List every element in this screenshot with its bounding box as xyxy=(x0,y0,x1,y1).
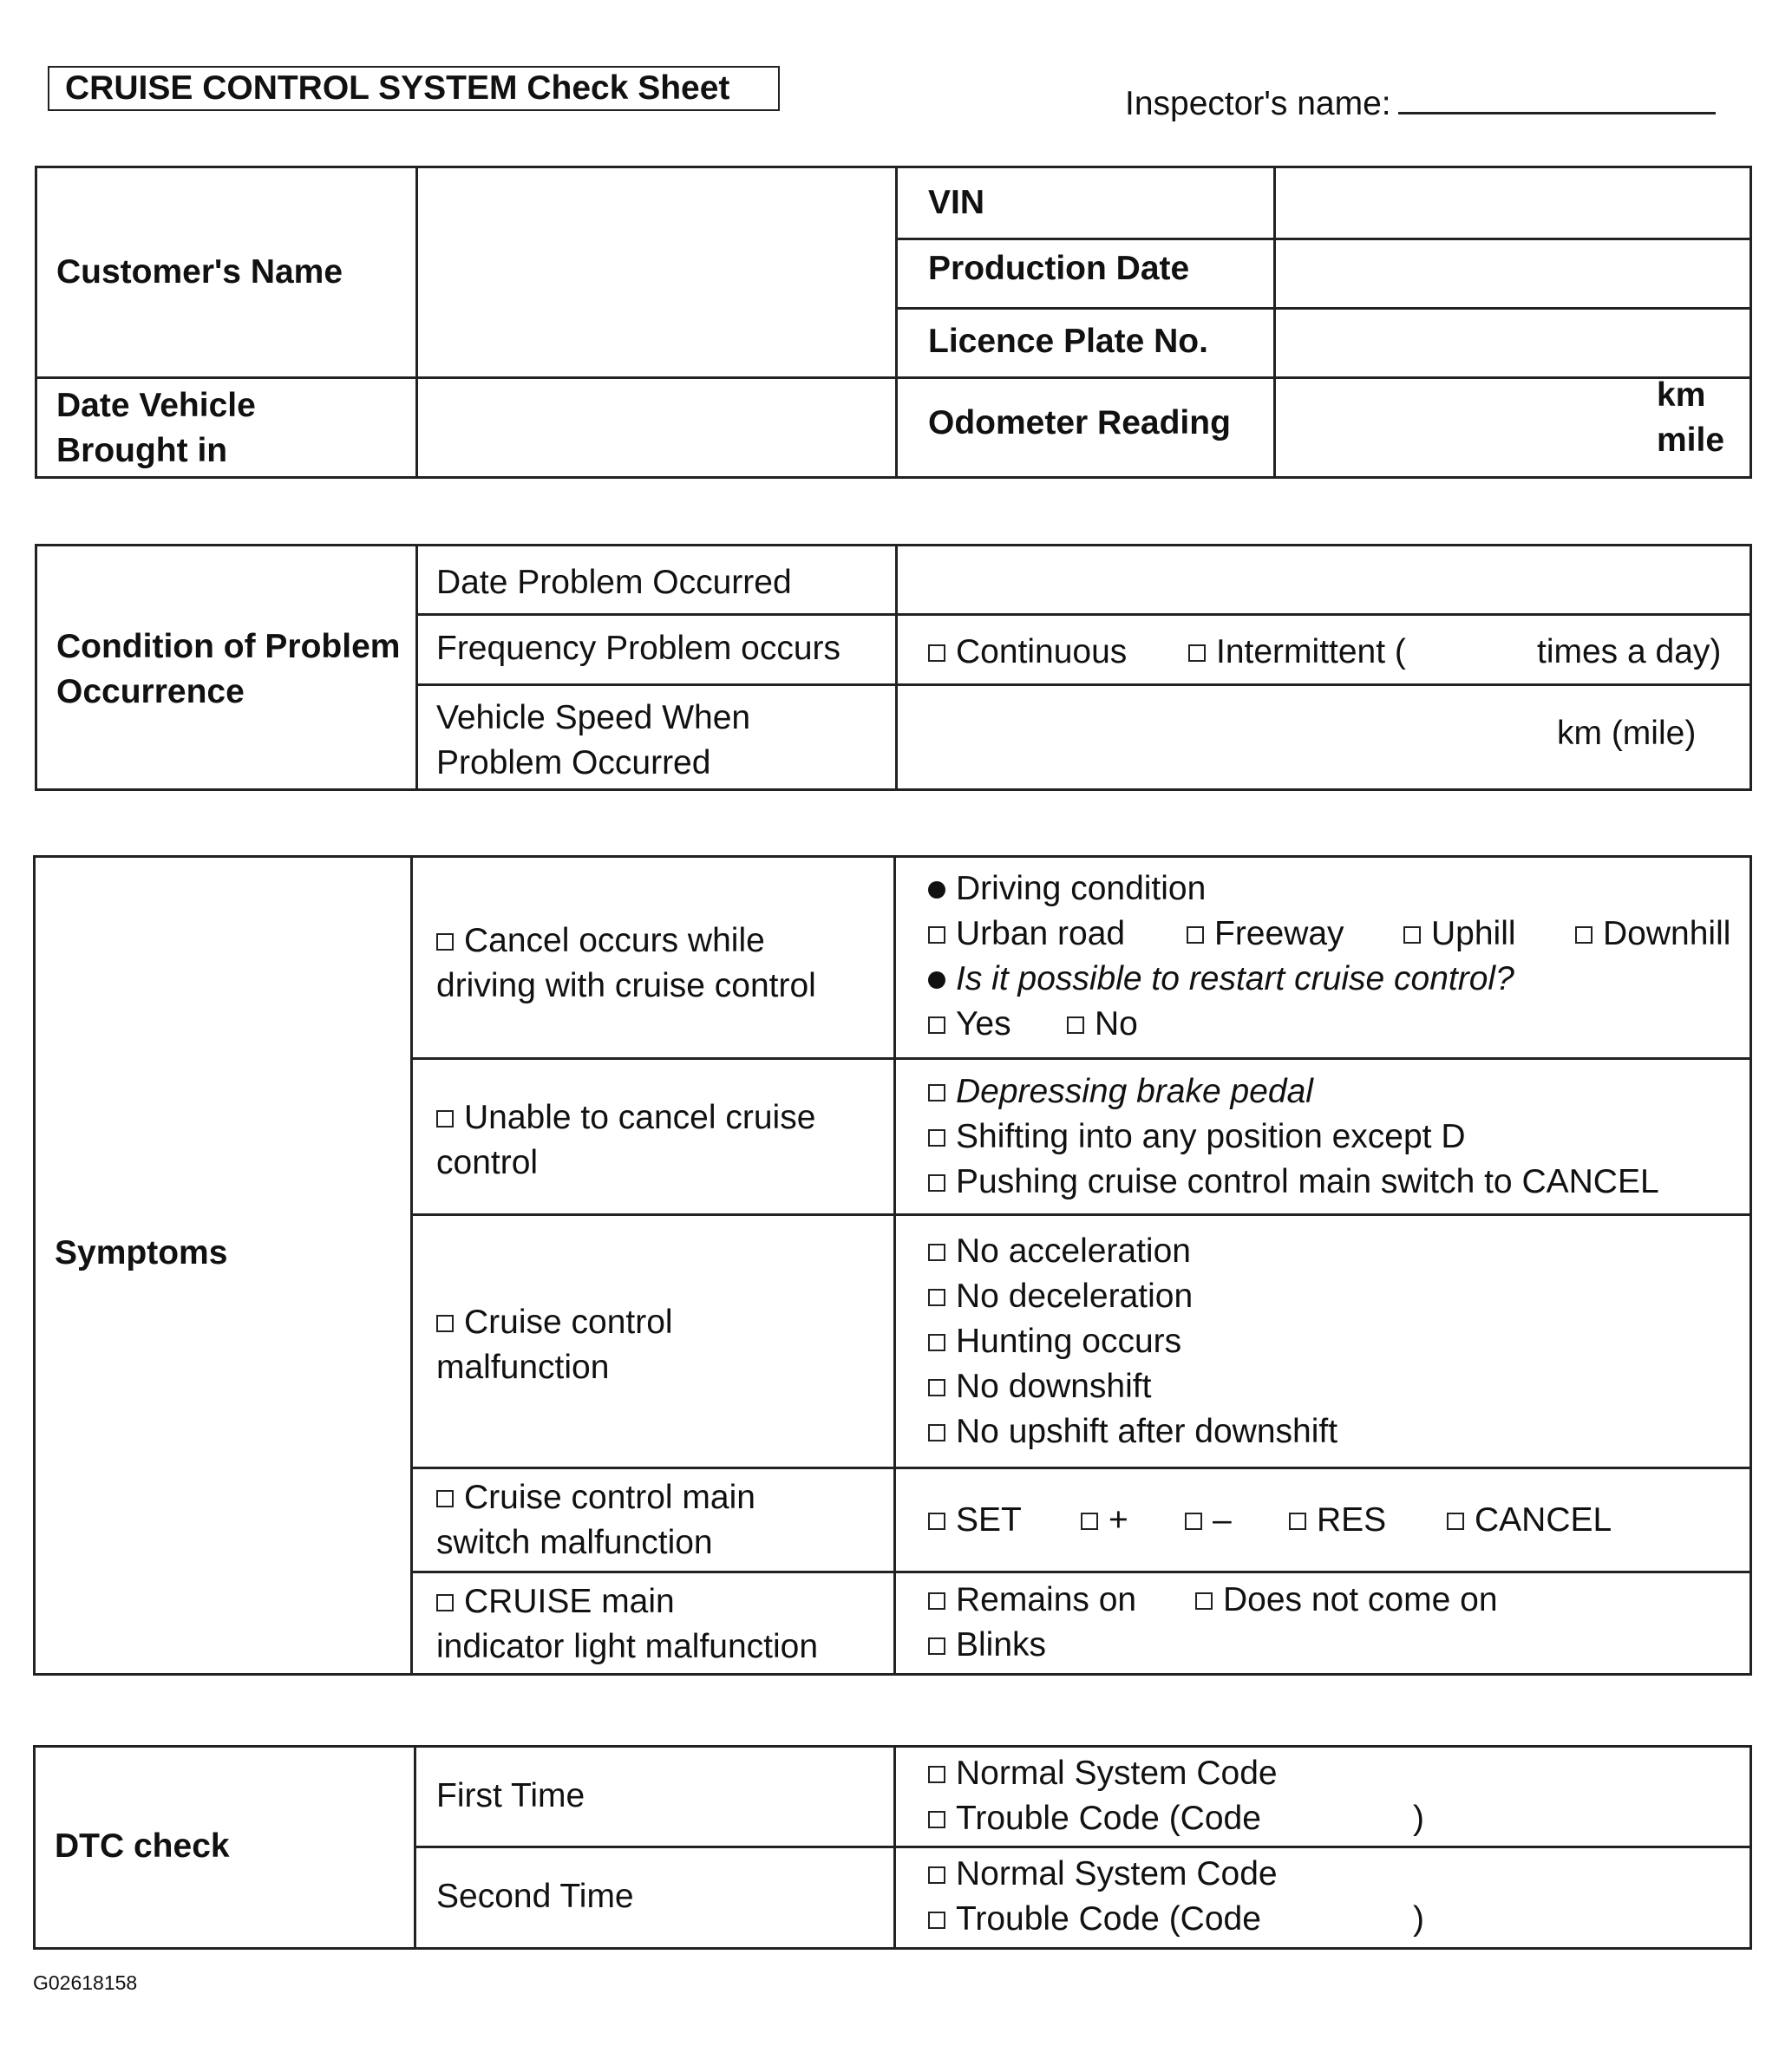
remains-on-option[interactable]: Remains on xyxy=(928,1578,1136,1623)
checkbox-icon[interactable] xyxy=(928,1129,945,1147)
checkbox-icon[interactable] xyxy=(436,1490,454,1507)
checkbox-icon[interactable] xyxy=(1195,1592,1213,1610)
checkbox-icon[interactable] xyxy=(928,1637,945,1655)
checkbox-icon[interactable] xyxy=(1403,926,1421,944)
vin-cell[interactable] xyxy=(1276,168,1752,238)
second-time-label: Second Time xyxy=(436,1878,634,1915)
checkbox-icon[interactable] xyxy=(928,926,945,944)
second-trouble-code-option[interactable]: Trouble Code (Code xyxy=(928,1897,1261,1942)
unable-cancel-option[interactable]: Unable to cancel cruise xyxy=(436,1095,815,1141)
checkbox-icon[interactable] xyxy=(928,1244,945,1261)
checkbox-icon[interactable] xyxy=(1575,926,1593,944)
urban-road-option[interactable]: Urban road xyxy=(928,912,1125,957)
set-option[interactable]: SET xyxy=(928,1498,1022,1543)
checkbox-icon[interactable] xyxy=(436,1315,454,1332)
times-a-day-label: times a day) xyxy=(1537,633,1722,670)
no-option[interactable]: No xyxy=(1067,1002,1138,1047)
freeway-option[interactable]: Freeway xyxy=(1187,912,1344,957)
vehicle-info-table xyxy=(35,166,1752,479)
restart-question: Is it possible to restart cruise control? xyxy=(928,957,1514,1002)
checkbox-icon[interactable] xyxy=(928,1174,945,1192)
checkbox-icon[interactable] xyxy=(1188,644,1206,662)
second-normal-code-option[interactable]: Normal System Code xyxy=(928,1852,1278,1897)
inspector-label: Inspector's name: xyxy=(1125,85,1391,122)
checkbox-icon[interactable] xyxy=(928,1379,945,1396)
first-time-label: First Time xyxy=(436,1777,585,1814)
checkbox-icon[interactable] xyxy=(928,1592,945,1610)
does-not-come-on-option[interactable]: Does not come on xyxy=(1195,1578,1498,1623)
date-vehicle-label-line2: Brought in xyxy=(56,432,228,469)
checkbox-icon[interactable] xyxy=(436,1110,454,1128)
second-trouble-close: ) xyxy=(1413,1900,1424,1938)
brake-pedal-option[interactable]: Depressing brake pedal xyxy=(928,1069,1313,1114)
indicator-light-line2: indicator light malfunction xyxy=(436,1628,819,1665)
odometer-label: Odometer Reading xyxy=(928,404,1231,441)
production-date-label: Production Date xyxy=(928,250,1190,287)
no-acceleration-option[interactable]: No acceleration xyxy=(928,1229,1191,1274)
no-upshift-option[interactable]: No upshift after downshift xyxy=(928,1409,1337,1454)
dtc-heading: DTC check xyxy=(55,1827,230,1865)
speed-unit-label: km (mile) xyxy=(1557,715,1697,752)
driving-condition-heading: Driving condition xyxy=(928,866,1206,912)
shifting-option[interactable]: Shifting into any position except D xyxy=(928,1114,1466,1160)
checkbox-icon[interactable] xyxy=(1081,1513,1098,1530)
date-vehicle-label-line1: Date Vehicle xyxy=(56,387,256,424)
condition-table xyxy=(35,544,1752,791)
first-trouble-close: ) xyxy=(1413,1800,1424,1837)
checkbox-icon[interactable] xyxy=(436,933,454,951)
bullet-icon xyxy=(928,881,945,899)
symptoms-table xyxy=(33,855,1752,1676)
date-problem-cell[interactable] xyxy=(898,546,1752,613)
date-vehicle-cell[interactable] xyxy=(418,379,895,476)
odometer-unit-mile: mile xyxy=(1657,422,1725,459)
inspector-name-line[interactable] xyxy=(1398,86,1716,114)
indicator-light-option[interactable]: CRUISE main xyxy=(436,1579,675,1624)
pushing-cancel-option[interactable]: Pushing cruise control main switch to CANCEL xyxy=(928,1160,1659,1205)
uphill-option[interactable]: Uphill xyxy=(1403,912,1516,957)
hunting-option[interactable]: Hunting occurs xyxy=(928,1319,1181,1364)
checkbox-icon[interactable] xyxy=(928,1866,945,1884)
no-downshift-option[interactable]: No downshift xyxy=(928,1364,1151,1409)
checkbox-icon[interactable] xyxy=(1289,1513,1306,1530)
res-option[interactable]: RES xyxy=(1289,1498,1386,1543)
continuous-option[interactable]: Continuous xyxy=(928,630,1127,675)
minus-option[interactable]: – xyxy=(1185,1498,1232,1543)
figure-id: G02618158 xyxy=(33,1971,138,1994)
checkbox-icon[interactable] xyxy=(928,1016,945,1034)
downhill-option[interactable]: Downhill xyxy=(1575,912,1730,957)
licence-plate-cell[interactable] xyxy=(1276,310,1752,376)
production-date-cell[interactable] xyxy=(1276,240,1752,307)
checkbox-icon[interactable] xyxy=(928,1811,945,1828)
checkbox-icon[interactable] xyxy=(1067,1016,1084,1034)
customer-name-label: Customer's Name xyxy=(56,253,343,291)
vehicle-speed-label-line2: Problem Occurred xyxy=(436,744,711,781)
symptoms-heading: Symptoms xyxy=(55,1234,228,1271)
unable-cancel-line2: control xyxy=(436,1144,539,1181)
plus-option[interactable]: + xyxy=(1081,1498,1128,1543)
cancel-occurs-option[interactable]: Cancel occurs while xyxy=(436,918,765,964)
dtc-table xyxy=(33,1745,1752,1950)
checkbox-icon[interactable] xyxy=(928,1766,945,1783)
checkbox-icon[interactable] xyxy=(1185,1513,1202,1530)
odometer-unit-km: km xyxy=(1657,376,1706,414)
checkbox-icon[interactable] xyxy=(928,644,945,662)
condition-heading-line2: Occurrence xyxy=(56,673,245,710)
condition-heading-line1: Condition of Problem xyxy=(56,628,401,665)
yes-option[interactable]: Yes xyxy=(928,1002,1011,1047)
date-problem-label: Date Problem Occurred xyxy=(436,564,792,601)
no-deceleration-option[interactable]: No deceleration xyxy=(928,1274,1193,1319)
checkbox-icon[interactable] xyxy=(1447,1513,1464,1530)
checkbox-icon[interactable] xyxy=(928,1084,945,1101)
vin-label: VIN xyxy=(928,184,985,221)
cancel-occurs-line2: driving with cruise control xyxy=(436,967,816,1004)
intermittent-option[interactable]: Intermittent ( xyxy=(1188,630,1406,675)
malfunction-option[interactable]: Cruise control xyxy=(436,1300,673,1345)
malfunction-line2: malfunction xyxy=(436,1349,610,1386)
customer-name-cell[interactable] xyxy=(418,168,895,376)
first-normal-code-option[interactable]: Normal System Code xyxy=(928,1751,1278,1796)
checkbox-icon[interactable] xyxy=(928,1424,945,1441)
blinks-option[interactable]: Blinks xyxy=(928,1623,1046,1668)
bullet-icon xyxy=(928,971,945,989)
first-trouble-code-option[interactable]: Trouble Code (Code xyxy=(928,1796,1261,1841)
main-switch-option[interactable]: Cruise control main xyxy=(436,1475,755,1520)
main-switch-line2: switch malfunction xyxy=(436,1524,713,1561)
sheet-title: CRUISE CONTROL SYSTEM Check Sheet xyxy=(48,66,780,111)
licence-plate-label: Licence Plate No. xyxy=(928,323,1208,360)
checkbox-icon[interactable] xyxy=(928,1334,945,1351)
checkbox-icon[interactable] xyxy=(436,1594,454,1611)
inspector-name-field[interactable] xyxy=(1125,85,1716,123)
checkbox-icon[interactable] xyxy=(928,1289,945,1306)
checkbox-icon[interactable] xyxy=(1187,926,1204,944)
cancel-switch-option[interactable]: CANCEL xyxy=(1447,1498,1612,1543)
checkbox-icon[interactable] xyxy=(928,1912,945,1929)
checkbox-icon[interactable] xyxy=(928,1513,945,1530)
vehicle-speed-label-line1: Vehicle Speed When xyxy=(436,699,751,736)
frequency-label: Frequency Problem occurs xyxy=(436,630,841,667)
